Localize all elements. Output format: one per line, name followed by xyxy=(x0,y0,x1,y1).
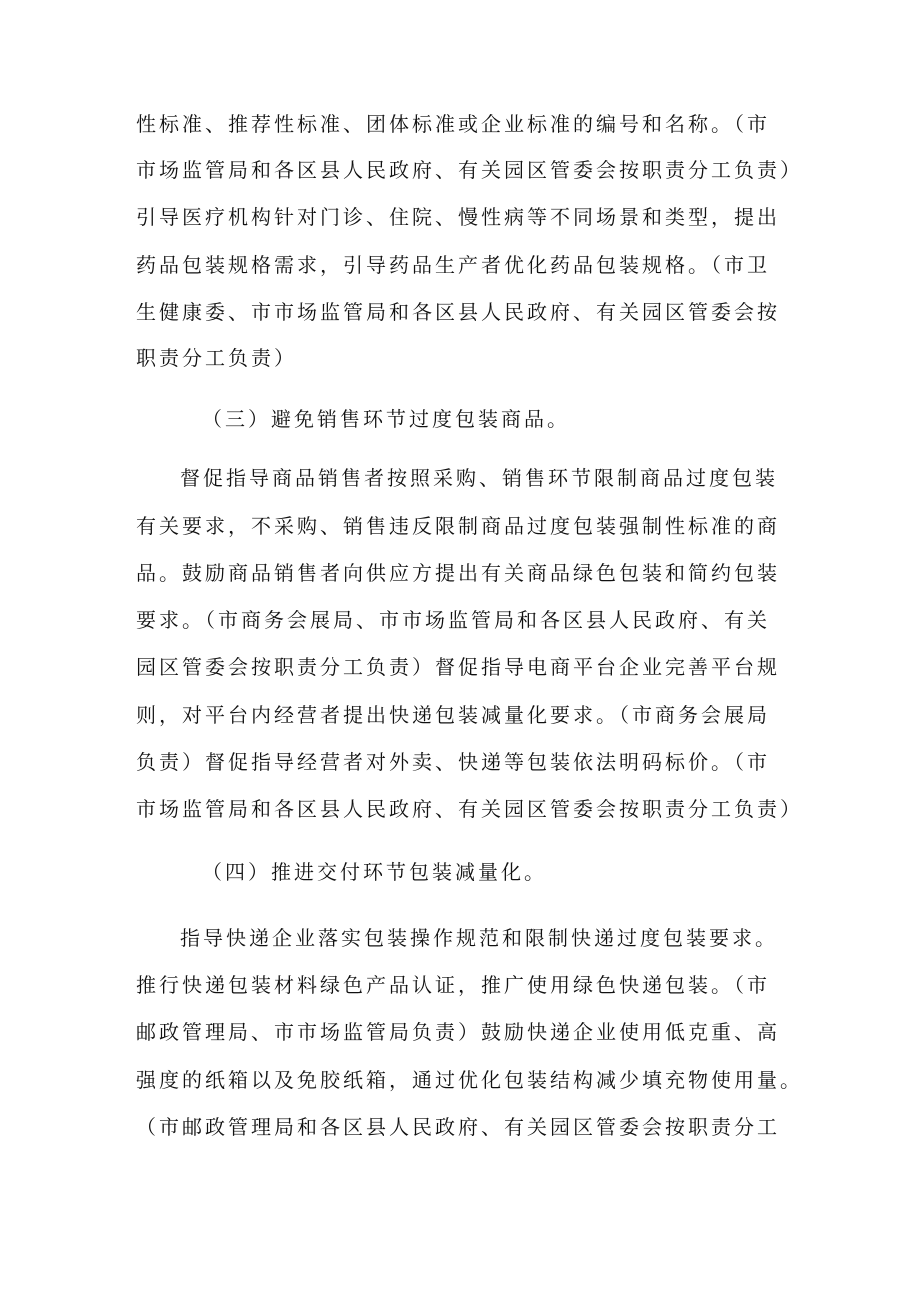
text-line: 品。鼓励商品销售者向供应方提出有关商品绿色包装和简约包装 xyxy=(136,561,780,585)
paragraph-first-line: 指导快递企业落实包装操作规范和限制快递过度包装要求。 xyxy=(180,926,778,950)
text-line: 负责）督促指导经营者对外卖、快递等包装依法明码标价。（市 xyxy=(136,750,770,774)
section-heading: （四）推进交付环节包装减量化。 xyxy=(202,860,547,884)
text-line: 要求。（市商务会展局、市市场监管局和各区县人民政府、有关 xyxy=(136,608,770,632)
text-line: 生健康委、市市场监管局和各区县人民政府、有关园区管委会按 xyxy=(136,300,780,324)
paragraph-first-line: 督促指导商品销售者按照采购、销售环节限制商品过度包装 xyxy=(180,466,778,490)
text-line: 园区管委会按职责分工负责）督促指导电商平台企业完善平台规 xyxy=(136,655,780,679)
text-line: 有关要求，不采购、销售违反限制商品过度包装强制性标准的商 xyxy=(136,514,780,538)
text-line: 市场监管局和各区县人民政府、有关园区管委会按职责分工负责） xyxy=(136,797,803,821)
text-line: 推行快递包装材料绿色产品认证，推广使用绿色快递包装。（市 xyxy=(136,973,770,997)
text-line: 强度的纸箱以及免胶纸箱，通过优化包装结构减少填充物使用量。 xyxy=(136,1068,803,1092)
text-line: 引导医疗机构针对门诊、住院、慢性病等不同场景和类型，提出 xyxy=(136,205,780,229)
section-heading: （三）避免销售环节过度包装商品。 xyxy=(202,407,570,431)
text-line: 药品包装规格需求，引导药品生产者优化药品包装规格。（市卫 xyxy=(136,253,770,277)
text-line: 邮政管理局、市市场监管局负责）鼓励快递企业使用低克重、高 xyxy=(136,1020,780,1044)
text-line: 则，对平台内经营者提出快递包装减量化要求。（市商务会展局 xyxy=(136,703,770,727)
text-line: 职责分工负责） xyxy=(136,346,297,370)
text-line: 市场监管局和各区县人民政府、有关园区管委会按职责分工负责） xyxy=(136,158,803,182)
text-line: （市邮政管理局和各区县人民政府、有关园区管委会按职责分工 xyxy=(136,1115,780,1139)
text-line: 性标准、推荐性标准、团体标准或企业标准的编号和名称。（市 xyxy=(136,112,770,136)
